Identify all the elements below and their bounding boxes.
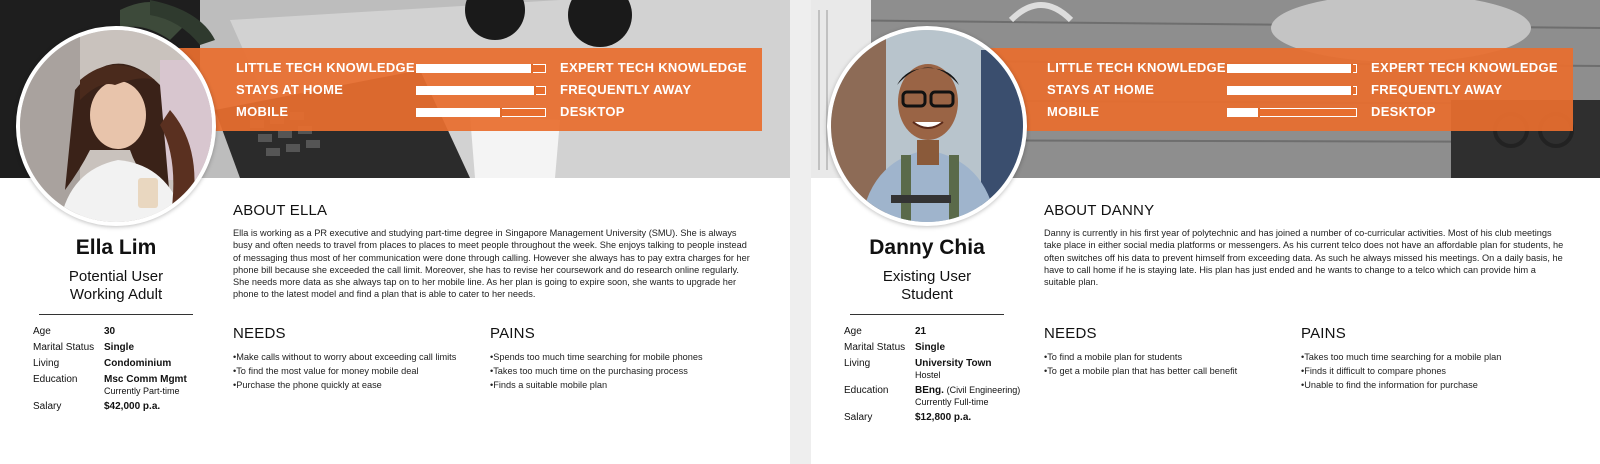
scale-marker	[500, 108, 502, 117]
scale-row-travel	[178, 80, 762, 100]
pains-heading: PAINS	[490, 325, 535, 342]
detail-label: Marital Status	[844, 342, 906, 353]
scale-fill	[1228, 87, 1352, 94]
detail-note: Currently Part-time	[104, 386, 180, 396]
about-text: Ella is working as a PR executive and studying part-time degree in Singapore Management University (SMU). She is always busy and often needs to travel from places to places to meet people throughout the week. She enjoys talking to people instead of messaging thus most of her communication were done through calling. However she always has to pay extra charges for her phone bill because she exceeded the call limit. Moreover, she has to revise her coursework and do research online regularly. She needs more data as she always tap on to her mobile line. As her plan is going to expire soon, she wants to upgrade her phone to the latest model and find a plan that is able to cater to her needs.	[233, 228, 750, 300]
detail-label: Age	[33, 326, 51, 337]
scale-marker	[531, 64, 533, 73]
about-text: Danny is currently in his first year of polytechnic and has joined a number of co-curricular activities. Most of his club meetings take place in either social media platforms or messengers. As his current telco does not have an affordable plan for students, he often switches off his data to prevent himself from exceeding data. As such he always missed his meetings. On a daily basis, he have to call home if he is staying late. His plan has just ended and he wants to change to a telco which can provide him a suitable plan.	[1044, 228, 1564, 288]
persona-details	[33, 326, 213, 417]
persona-details	[844, 326, 1024, 428]
detail-value: Single	[104, 342, 135, 353]
detail-label: Age	[844, 326, 862, 337]
persona-role: Working Adult	[69, 286, 163, 303]
scale-left-label: LITTLE TECH KNOWLEDGE	[1047, 60, 1226, 75]
scale-track	[416, 108, 546, 117]
detail-living	[844, 358, 1024, 385]
detail-age	[844, 326, 1024, 342]
scale-row-tech	[989, 58, 1573, 78]
detail-value: Msc Comm Mgmt	[104, 374, 187, 385]
needs-section	[1044, 325, 1294, 378]
detail-marital-status	[33, 342, 213, 358]
persona-card-ella	[0, 0, 790, 464]
avatar	[16, 26, 216, 226]
scale-marker	[1351, 86, 1353, 95]
detail-salary	[844, 412, 1024, 428]
detail-label: Salary	[844, 412, 873, 423]
scale-row-tech	[178, 58, 762, 78]
detail-value: Single	[915, 342, 946, 353]
divider	[39, 314, 193, 315]
detail-label: Salary	[33, 401, 62, 412]
detail-education	[844, 385, 1024, 412]
detail-salary	[33, 401, 213, 417]
scale-right-label: EXPERT TECH KNOWLEDGE	[560, 60, 747, 75]
about-section	[233, 202, 753, 301]
persona-role: Student	[901, 286, 953, 303]
detail-value-extra: (Civil Engineering)	[946, 385, 1021, 395]
list-item: • Unable to find the information for purchase	[1301, 378, 1581, 392]
detail-label: Education	[844, 385, 889, 396]
detail-value: $12,800 p.a.	[915, 412, 972, 423]
scale-track	[416, 86, 546, 95]
scale-track	[416, 64, 546, 73]
scale-fill	[417, 109, 501, 116]
detail-note: Hostel	[915, 370, 941, 380]
scale-right-label: FREQUENTLY AWAY	[560, 82, 692, 97]
detail-label: Living	[33, 358, 60, 369]
needs-heading: NEEDS	[1044, 325, 1097, 342]
scale-marker	[534, 86, 536, 95]
scale-track	[1227, 86, 1357, 95]
scale-left-label: MOBILE	[1047, 104, 1100, 119]
scale-row-device	[989, 102, 1573, 122]
detail-note: Currently Full-time	[915, 397, 989, 407]
profile-summary	[16, 236, 216, 315]
list-item: • To find the most value for money mobile deal	[233, 364, 483, 378]
detail-value: 30	[104, 326, 116, 337]
scale-left-label: STAYS AT HOME	[236, 82, 344, 97]
list-item: • Finds it difficult to compare phones	[1301, 364, 1581, 378]
pains-heading: PAINS	[1301, 325, 1346, 342]
list-item: • Spends too much time searching for mobile phones	[490, 350, 770, 364]
scale-fill	[1228, 65, 1352, 72]
detail-marital-status	[844, 342, 1024, 358]
scale-fill	[1228, 109, 1259, 116]
detail-age	[33, 326, 213, 342]
scale-fill	[417, 65, 532, 72]
scale-marker	[1258, 108, 1260, 117]
list-item: • Takes too much time searching for a mobile plan	[1301, 350, 1581, 364]
scale-track	[1227, 108, 1357, 117]
scale-right-label: FREQUENTLY AWAY	[1371, 82, 1503, 97]
detail-value	[915, 385, 1020, 396]
scale-left-label: STAYS AT HOME	[1047, 82, 1155, 97]
scale-row-travel	[989, 80, 1573, 100]
list-item: • To find a mobile plan for students	[1044, 350, 1294, 364]
persona-card-danny	[811, 0, 1600, 464]
scale-right-label: EXPERT TECH KNOWLEDGE	[1371, 60, 1558, 75]
list-item: • Takes too much time on the purchasing process	[490, 364, 770, 378]
scale-fill	[417, 87, 535, 94]
persona-user-type: Potential User	[68, 268, 164, 285]
detail-living	[33, 358, 213, 374]
detail-value: University Town	[915, 358, 992, 369]
detail-education	[33, 374, 213, 401]
attribute-scales	[178, 48, 762, 131]
scale-left-label: LITTLE TECH KNOWLEDGE	[236, 60, 415, 75]
list-item: • Finds a suitable mobile plan	[490, 378, 770, 392]
list-item: • To get a mobile plan that has better call benefit	[1044, 364, 1294, 378]
about-heading: ABOUT ELLA	[233, 202, 328, 219]
persona-name: Danny Chia	[869, 236, 985, 259]
detail-value-main: BEng.	[915, 385, 944, 396]
scale-track	[1227, 64, 1357, 73]
scale-row-device	[178, 102, 762, 122]
detail-value: Condominium	[104, 358, 172, 369]
attribute-scales	[989, 48, 1573, 131]
divider	[850, 314, 1004, 315]
persona-user-type: Existing User	[882, 268, 972, 285]
pains-section	[1301, 325, 1581, 392]
pains-section	[490, 325, 770, 392]
detail-label: Living	[844, 358, 871, 369]
scale-right-label: DESKTOP	[1371, 104, 1436, 119]
list-item: • Make calls without to worry about exceeding call limits	[233, 350, 483, 364]
detail-value: 21	[915, 326, 927, 337]
avatar	[827, 26, 1027, 226]
about-heading: ABOUT DANNY	[1044, 202, 1155, 219]
list-item: • Purchase the phone quickly at ease	[233, 378, 483, 392]
detail-value: $42,000 p.a.	[104, 401, 161, 412]
persona-name: Ella Lim	[75, 236, 157, 259]
scale-right-label: DESKTOP	[560, 104, 625, 119]
about-section	[1044, 202, 1564, 288]
detail-label: Marital Status	[33, 342, 95, 353]
needs-heading: NEEDS	[233, 325, 286, 342]
needs-section	[233, 325, 483, 392]
scale-marker	[1351, 64, 1353, 73]
profile-summary	[827, 236, 1027, 315]
detail-label: Education	[33, 374, 78, 385]
scale-left-label: MOBILE	[236, 104, 289, 119]
